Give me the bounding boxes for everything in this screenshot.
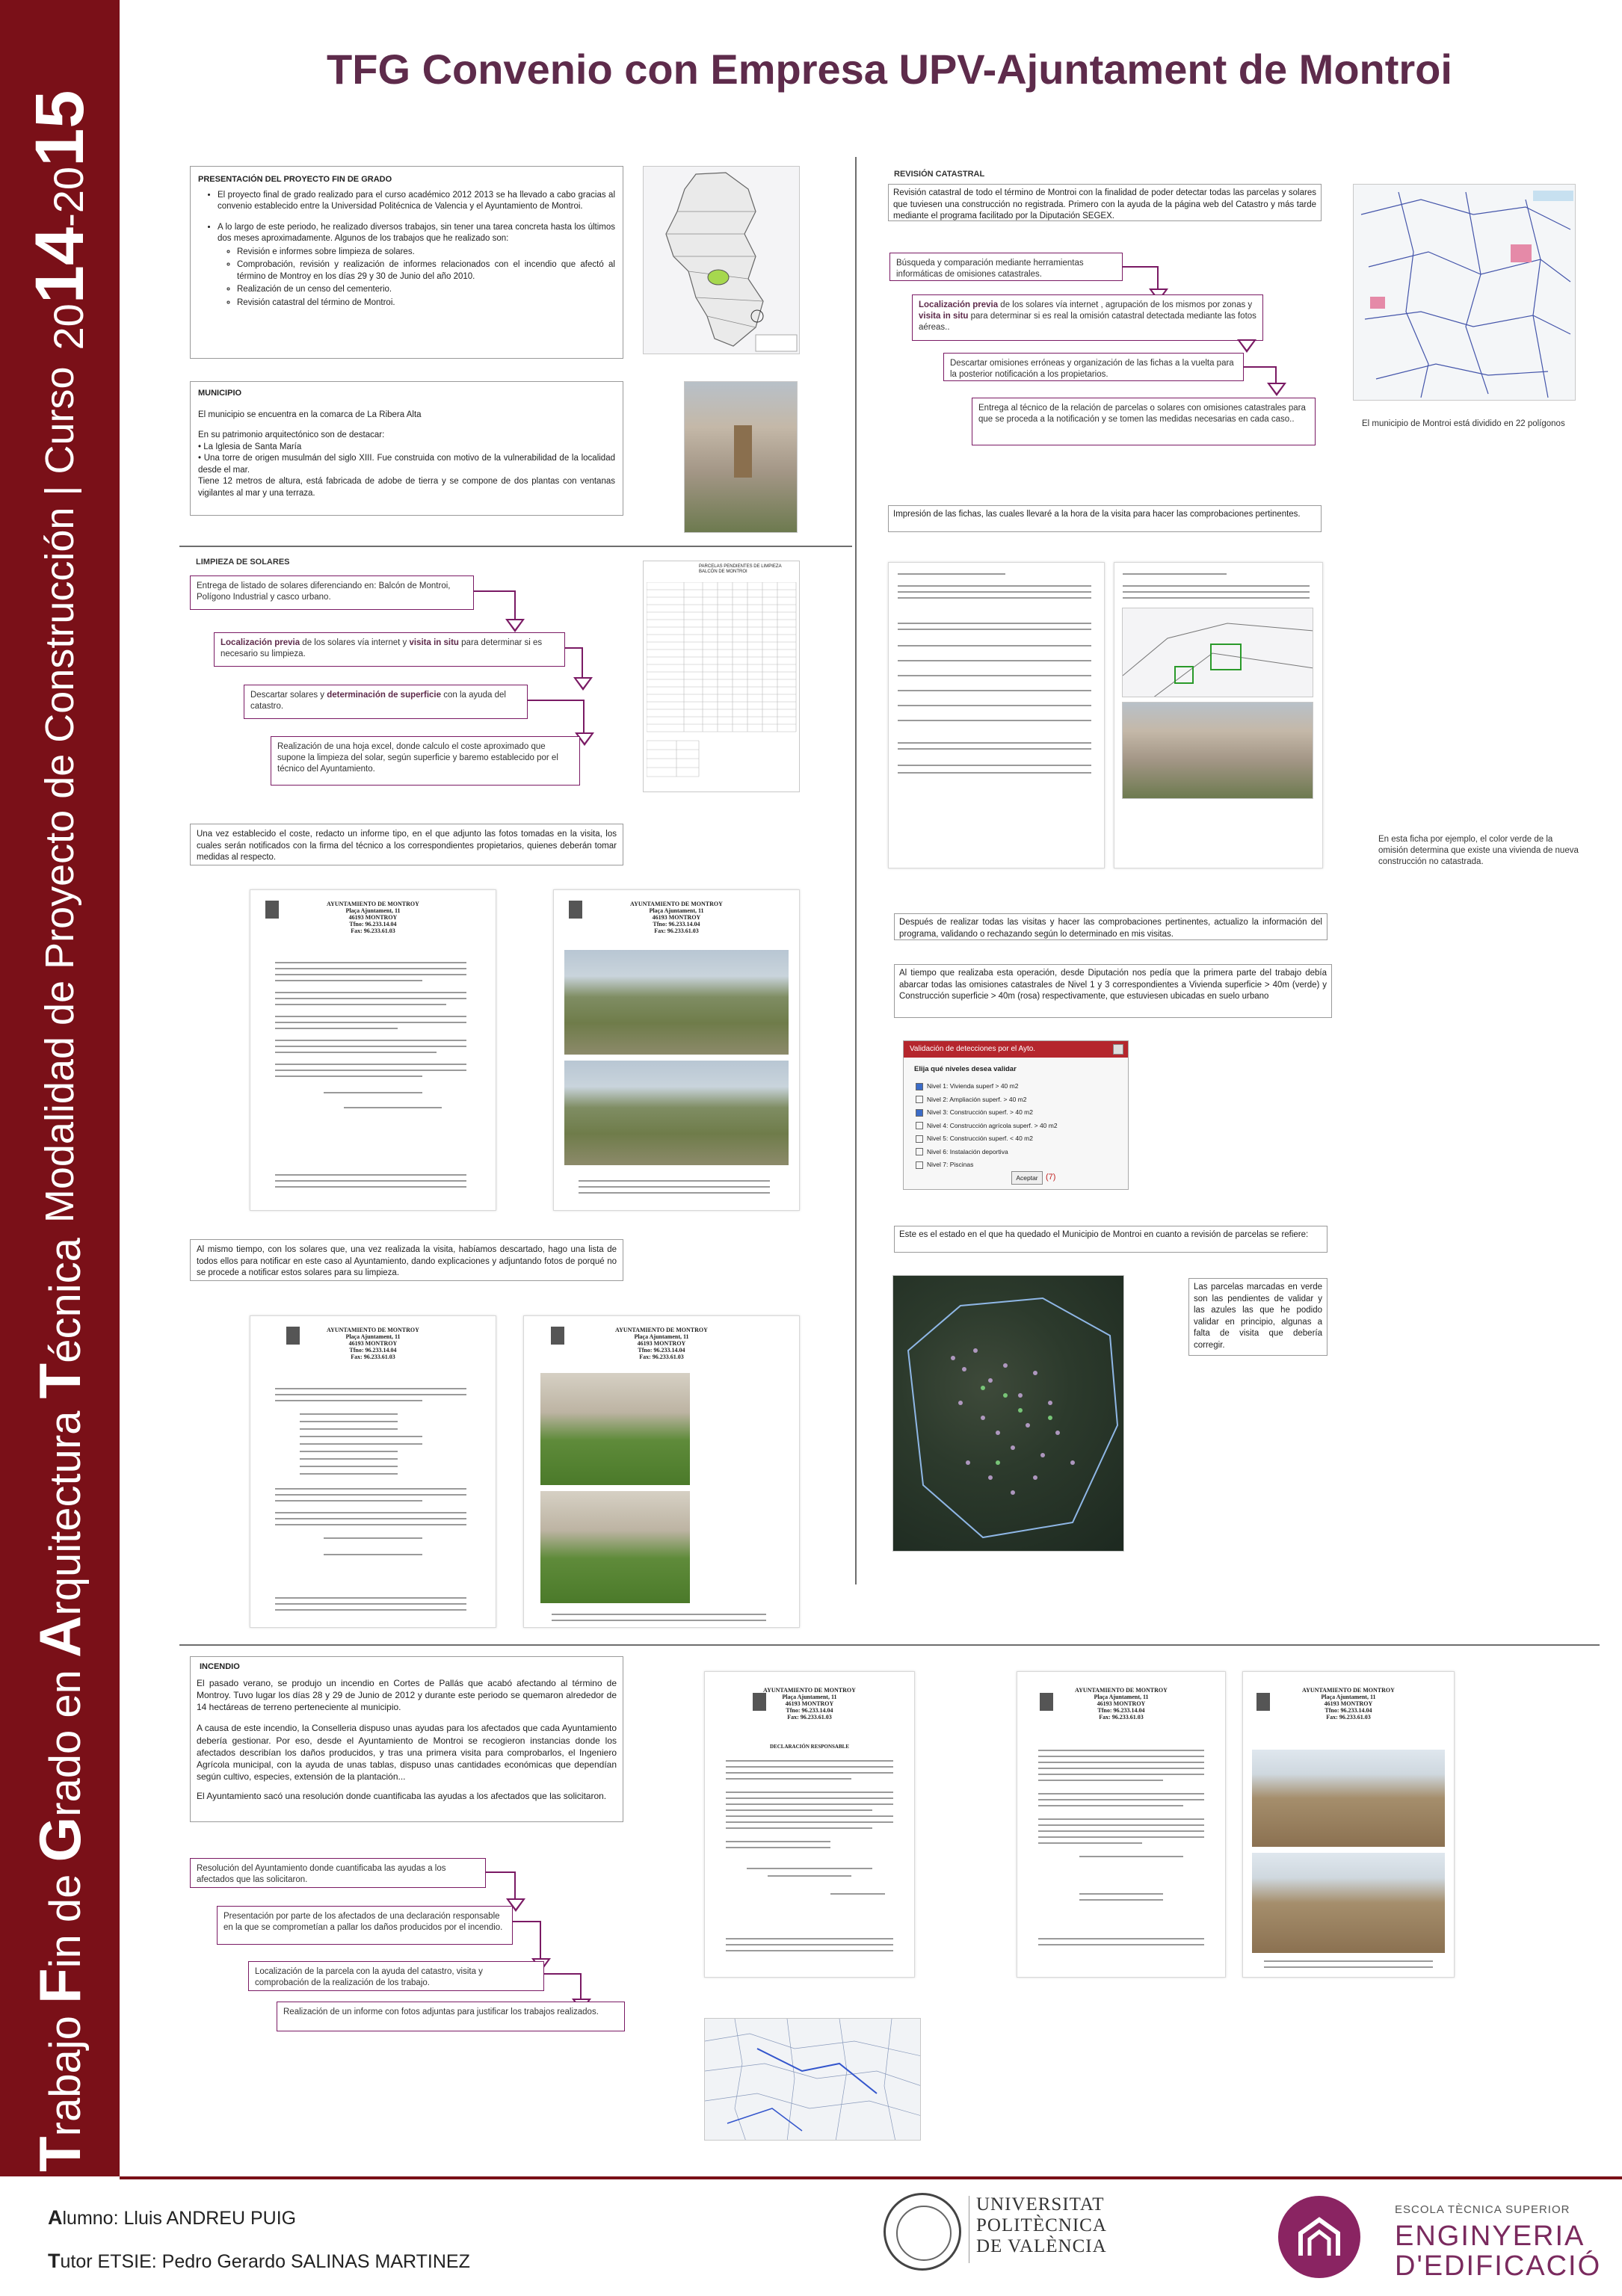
level-option[interactable]: Nivel 4: Construcción agrícola superf. > 40 m2 [916, 1120, 1058, 1133]
fire-box [190, 1656, 623, 1822]
dialog-title: Validación de detecciones por el Ayto. [904, 1041, 1128, 1058]
flow-arrow [544, 1973, 582, 1999]
state-text: Este es el estado en el que ha quedado el Municipio de Montroi en cuanto a revisión de parcelas se refiere: [894, 1226, 1327, 1253]
level-option[interactable]: Nivel 3: Construcción superf. > 40 m2 [916, 1106, 1058, 1120]
cadastre-plan [1122, 608, 1313, 697]
photo-report-document: AYUNTAMIENTO DE MONTROY Plaça Ajuntament, 11 46193 MONTROY Tfno: 96.233.14.04 Fax: 96.233.61.03 [1242, 1671, 1455, 1978]
column-divider [855, 157, 857, 1584]
cleaning-step-2: Localización previa de los solares vía internet y visita in situ para determinar si es necesario su limpieza. [214, 632, 565, 667]
lot-photo [564, 950, 789, 1055]
cadastre-step-1: Búsqueda y comparación mediante herramientas informáticas de omisiones catastrales. [889, 253, 1123, 281]
fire-step-2: Presentación por parte de los afectados de una declaración responsable en la que se comprometían a pallar los daños producidos por el incendio. [217, 1906, 513, 1945]
fire-step-4: Realización de un informe con fotos adjuntas para justificar los trabajos realizados. [277, 2002, 625, 2031]
record-caption: En esta ficha por ejemplo, el color verde de la omisión determina que existe una vivienda de nueva construcción no catastrada. [1378, 835, 1579, 866]
municipality-text: El municipio se encuentra en la comarca de La Ribera Alta [198, 410, 422, 419]
level-option[interactable]: Nivel 7: Piscinas [916, 1158, 1058, 1172]
municipality-heading: MUNICIPIO [198, 389, 242, 398]
flow-arrowhead [573, 677, 593, 691]
close-icon[interactable] [1113, 1044, 1123, 1055]
lot-photo [540, 1373, 690, 1485]
side-band-title [15, 4, 105, 2172]
level-option[interactable]: Nivel 5: Construcción superf. < 40 m2 [916, 1132, 1058, 1146]
flow-arrow [1123, 266, 1159, 288]
student-name: Lluis ANDREU PUIG [123, 2208, 297, 2229]
diputacion-text: Al tiempo que realizaba esta operación, desde Diputación nos pedía que la primera parte del trabajo debía abarcar todas las omisiones catastrales de Nivel 1 y 3 correspondientes a Vivienda superficie > 40m (verde) y Construcción superficie > 40m (rosa) respectivamente, que estuviesen ubicadas en suelo urbano [894, 964, 1332, 1018]
course-label: Modalidad de Proyecto de Construcción | Curso [37, 366, 82, 1223]
municipality-box [190, 381, 623, 516]
cadastre-record [888, 562, 1105, 868]
presentation-sub-item: ◦ Revisión e informes sobre limpieza de solares. [237, 247, 615, 259]
fire-step-1: Resolución del Ayuntamiento donde cuantificaba las ayudas a los afectados que las solicitaron. [190, 1858, 486, 1888]
presentation-heading: PRESENTACIÓN DEL PROYECTO FIN DE GRADO [198, 175, 392, 184]
fire-text: A causa de este incendio, la Conselleria dispuso unas ayudas para los afectados que cada Ayuntamiento debería gestionar. Por eso, desde el Ayuntamiento de Montroi se recogieron instancias donde los afectados describían los daños producidos, y tras una primera visita para comprobarlos, el Ingeniero Agrícola municipal, con la ayuda de unas tablas, dispuso unas cantidades económicas que dependían según cultivo, especies, extensión de la plantación... [197, 1723, 617, 1783]
town-photo [684, 381, 798, 533]
etsie-school-label: ESCOLA TÈCNICA SUPERIOR [1395, 2203, 1570, 2216]
fire-heading: INCENDIO [200, 1662, 240, 1671]
cleaning-notify-text: Al mismo tiempo, con los solares que, una vez realizada la visita, habíamos descartado, hago una lista de todos ellos para notificar en este caso al Ayuntamiento, dando explicaciones y adjuntando fotos de porqué no se procede a notificar estos solares para su limpieza. [190, 1239, 623, 1281]
level-option[interactable]: Nivel 6: Instalación deportiva [916, 1146, 1058, 1159]
report-document: AYUNTAMIENTO DE MONTROY Plaça Ajuntament, 11 46193 MONTROY Tfno: 96.233.14.04 Fax: 96.233.61.03 [523, 1315, 800, 1628]
cadastre-step-2: Localización previa de los solares vía internet , agrupación de los mismos por zonas y visita in situ para determinar si es real la omisión catastral detectada mediante las fotos aéreas.. [912, 294, 1263, 341]
degree-title: Trabajo Fin de Grado en Arquitectura Técnica [26, 1238, 93, 2172]
cadastre-step-3: Descartar omisiones erróneas y organización de las fichas a la vuelta para la posterior notificación a los propietarios. [943, 353, 1244, 381]
presentation-sub-item: ◦ Realización de un censo del cementerio. [237, 284, 615, 296]
etsie-logo-icon [1278, 2196, 1360, 2278]
cleaning-step-3: Descartar solares y determinación de superficie con la ayuda del catastro. [244, 685, 528, 719]
accept-button[interactable]: Aceptar [1011, 1171, 1043, 1185]
cleaning-step-4: Realización de una hoja excel, donde calculo el coste aproximado que supone la limpieza del solar, según superficie y baremo establecido por el técnico del Ayuntamiento. [271, 736, 580, 786]
tutor-name: Pedro Gerardo SALINAS MARTINEZ [161, 2251, 470, 2272]
upv-seal-icon [884, 2193, 961, 2271]
cadastre-intro: Revisión catastral de todo el término de Montroi con la finalidad de poder detectar todas las parcelas y solares que tuviesen una construcción no registrada. Primero con la ayuda de la página web del Catastro y más tarde mediante el programa facilitado por la Diputación SEGEX. [888, 184, 1322, 221]
region-map [643, 166, 800, 354]
flow-arrow [486, 1871, 516, 1898]
presentation-box [190, 166, 623, 359]
cleaning-step-1: Entrega de listado de solares diferenciando en: Balcón de Montroi, Polígono Industrial y casco urbano. [190, 575, 474, 610]
fire-text: El Ayuntamiento sacó una resolución donde cuantificaba las ayudas a los afectados que las solicitaron. [197, 1791, 607, 1802]
presentation-bullet: • El proyecto final de grado realizado para el curso académico 2012 2013 se ha llevado a cabo gracias al convenio establecido entre la Universidad Politécnica de Valencia y el Ayuntamiento de Montroi. [218, 190, 615, 213]
after-visits-text: Después de realizar todas las visitas y hacer las comprobaciones pertinentes, actualizo la información del programa, validando o rechazando según lo determinado en mis visitas. [894, 913, 1327, 940]
flow-arrowhead [1237, 339, 1256, 353]
satellite-map [892, 1275, 1124, 1552]
declaration-title: DECLARACIÓN RESPONSABLE [770, 1744, 849, 1750]
tutor-line: Tutor ETSIE: Pedro Gerardo SALINAS MARTINEZ [48, 2250, 470, 2272]
course-year: 2014-2015 [21, 90, 98, 351]
orchard-photo [1252, 1853, 1445, 1953]
cadastre-heading: REVISIÓN CATASTRAL [894, 170, 985, 179]
flow-arrow [565, 647, 583, 677]
presentation-sub-item: ◦ Revisión catastral del término de Montroi. [237, 297, 615, 309]
validation-dialog [903, 1040, 1129, 1190]
level-option[interactable]: Nivel 2: Ampliación superf. > 40 m2 [916, 1093, 1058, 1107]
cleaning-report-text: Una vez establecido el coste, redacto un informe tipo, en el que adjunto las fotos tomadas en la visita, los cuales serán notificados con la firma del técnico a los correspondientes propietarios, quienes deberán tomar medidas al respecto. [190, 824, 623, 865]
presentation-sub-item: ◦ Comprobación, revisión y realización de informes relacionados con el incendio que afectó al término de Montroy en los días 29 y 30 de Junio del año 2010. [237, 259, 615, 283]
report-document: AYUNTAMIENTO DE MONTROY Plaça Ajuntament, 11 46193 MONTROY Tfno: 96.233.14.04 Fax: 96.233.61.03 [553, 889, 800, 1211]
presentation-bullet: • A lo largo de este periodo, he realizado diversos trabajos, sin tener una tarea concreta hasta los últimos dos meses aproximadamente. Algunos de los trabajos que he realizado son: ◦ Revisión e informes sobre limpieza de solares. ◦ Comprobación, revisión y realización de informes relacionados con el incendio que afectó al término de Montroy en los días 29 y 30 de Junio del año 2010. ◦ Realización de un censo del cementerio. ◦ Revisión catastral del término de Montroi. [218, 222, 615, 309]
municipality-text: En su patrimonio arquitectónico son de destacar: [198, 430, 385, 440]
student-line: Alumno: Lluis ANDREU PUIG [48, 2206, 297, 2229]
cadastre-step-4: Entrega al técnico de la relación de parcelas o solares con omisiones catastrales para que se proceda a la notificación y se tomen las medidas necesarias en cada caso.. [972, 398, 1316, 445]
report-document: AYUNTAMIENTO DE MONTROY Plaça Ajuntament, 11 46193 MONTROY Tfno: 96.233.14.04 Fax: 96.233.61.03 [250, 889, 496, 1211]
section-divider [179, 1644, 1600, 1646]
flow-arrowhead [1267, 383, 1286, 396]
flow-arrow [1244, 366, 1277, 383]
flow-arrow [528, 700, 585, 732]
excel-sheet: PARCELAS PENDIENTES DE LIMPIEZA BALCÓN DE MONTROI [643, 561, 800, 792]
level-options [916, 1080, 1058, 1172]
orchard-photo [1252, 1750, 1445, 1847]
fire-cadastre-map [704, 2018, 921, 2141]
resolution-document: AYUNTAMIENTO DE MONTROY Plaça Ajuntament, 11 46193 MONTROY Tfno: 96.233.14.04 Fax: 96.233.61.03 [1017, 1671, 1226, 1978]
municipal-polygon-map [1353, 184, 1576, 401]
etsie-name: ENGINYERIA D'EDIFICACIÓ [1395, 2221, 1602, 2282]
municipality-text: Tiene 12 metros de altura, está fabricada de adobe de tierra y se compone de dos plantas con ventanas vigilantes al mar y una terraza. [198, 477, 615, 498]
dialog-question: Elija qué niveles desea validar [914, 1065, 1017, 1073]
fire-step-3: Localización de la parcela con la ayuda del catastro, visita y comprobación de la realización de los trabajo. [248, 1961, 544, 1991]
lot-photo [540, 1491, 690, 1603]
flow-arrow [513, 1921, 541, 1958]
report-document: AYUNTAMIENTO DE MONTROY Plaça Ajuntament, 11 46193 MONTROY Tfno: 96.233.14.04 Fax: 96.233.61.03 [250, 1315, 496, 1628]
declaration-document: AYUNTAMIENTO DE MONTROY Plaça Ajuntament, 11 46193 MONTROY Tfno: 96.233.14.04 Fax: 96.233.61.03 DECLARACIÓN RESPONSABLE [704, 1671, 915, 1978]
footer-rule [120, 2176, 1622, 2179]
poster-title: TFG Convenio con Empresa UPV-Ajuntament de Montroi [327, 46, 1452, 93]
polygons-caption: El municipio de Montroi está dividido en 22 polígonos [1362, 419, 1565, 428]
municipality-text: • La Iglesia de Santa María [198, 442, 302, 451]
cleaning-heading: LIMPIEZA DE SOLARES [196, 558, 290, 567]
fire-text: El pasado verano, se produjo un incendio en Cortes de Pallás que acabó afectando al término de Montroy. Tuvo lugar los días 28 y 29 de Junio de 2012 y durante este periodo se quemaron alrededor de 14 hectáreas de terreno perteneciente al municipio. [197, 1677, 617, 1713]
municipality-text: • Una torre de origen musulmán del siglo XIII. Fue construida con motivo de la vulnerabilidad de la localidad desde el mar. [198, 454, 615, 475]
cadastre-record [1114, 562, 1323, 868]
parcels-caption: Las parcelas marcadas en verde son las pendientes de validar y las azules las que he podido validar en principio, algunas a falta de visita que debería corregir. [1188, 1278, 1327, 1356]
lot-photo [564, 1061, 789, 1165]
upv-logo-text: UNIVERSITAT POLITÈCNICA DE VALÈNCIA [976, 2194, 1107, 2256]
flow-arrowhead [505, 619, 525, 632]
accept-count: (7) [1046, 1173, 1056, 1182]
level-option[interactable]: Nivel 1: Vivienda superf > 40 m2 [916, 1080, 1058, 1093]
aerial-photo [1122, 702, 1313, 799]
section-divider [179, 546, 852, 547]
side-band [0, 0, 120, 2176]
flow-arrow [474, 590, 516, 619]
print-sheets-text: Impresión de las fichas, las cuales llevaré a la hora de la visita para hacer las comprobaciones pertinentes. [888, 505, 1322, 532]
